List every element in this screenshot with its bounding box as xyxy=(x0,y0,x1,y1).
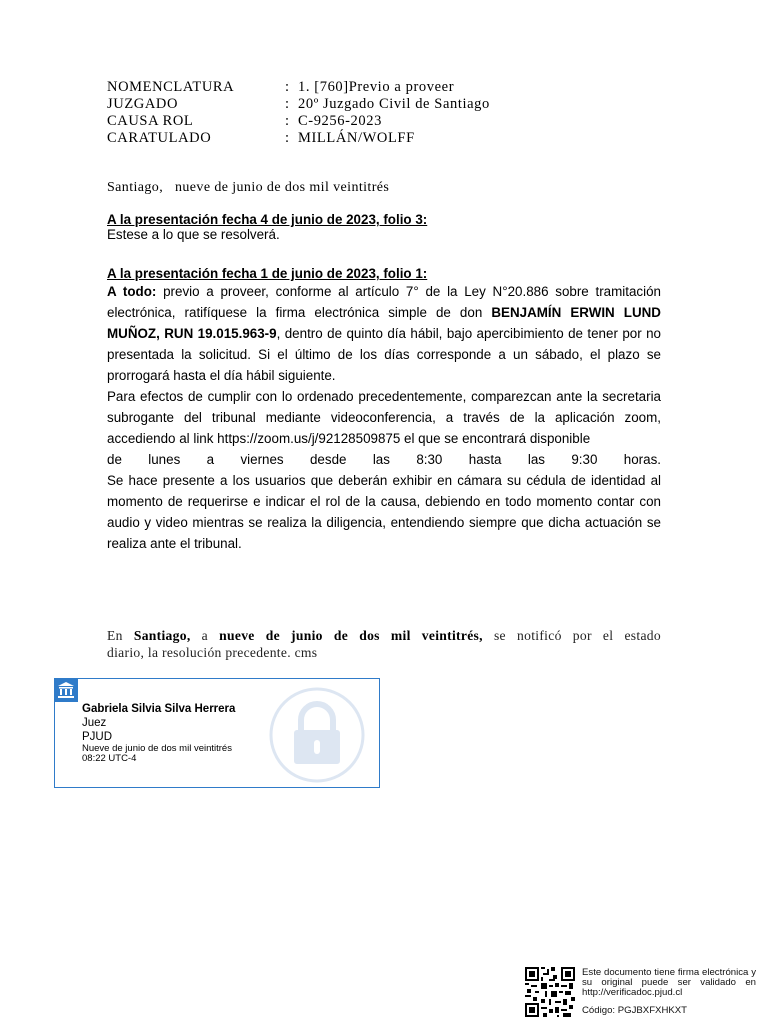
header-row-juzgado xyxy=(107,96,490,113)
bank-icon xyxy=(54,678,78,702)
signature-date: Nueve de junio de dos mil veintitrés xyxy=(82,743,232,754)
notif-a: a xyxy=(201,628,209,643)
header-row-caratulado xyxy=(107,130,490,147)
qr-code-icon xyxy=(525,967,575,1017)
header-separator: : xyxy=(285,113,290,129)
paragraph-text: previo a proveer, conforme al artículo 7° de la Ley N°20.886 sobre tramitación electrónica, ratifíquese la firma electrónica simple de don xyxy=(107,284,661,320)
signature-details xyxy=(82,702,235,764)
verification-notice xyxy=(582,968,756,998)
signature-time: 08:22 UTC-4 xyxy=(82,753,137,764)
paragraph-videoconference: Para efectos de cumplir con lo ordenado precedentemente, comparezcan ante la secretaria subrogante del tribunal mediante videoconferencia, a través de la aplicación zoom, accediendo al link https://zoom.us/j/92128509875 el que se encontrará disponible xyxy=(107,389,661,446)
header-value: MILLÁN/WOLFF xyxy=(298,130,415,146)
header-key: CARATULADO xyxy=(107,130,212,146)
signer-org: PJUD xyxy=(82,731,113,743)
header-key: CAUSA ROL xyxy=(107,113,194,129)
header-key: NOMENCLATURA xyxy=(107,79,235,95)
header-separator: : xyxy=(285,130,290,146)
header-value: C-9256-2023 xyxy=(298,113,382,129)
date-text: nueve de junio de dos mil veintitrés xyxy=(175,180,390,195)
date-place: Santiago, xyxy=(107,180,164,195)
header-separator: : xyxy=(285,79,290,95)
resolution-date-line xyxy=(107,180,389,196)
notif-rest: se notificó por el estado xyxy=(493,628,661,643)
section-heading: A la presentación fecha 4 de junio de 2023, folio 3: xyxy=(107,212,428,227)
paragraph-instructions: Se hace presente a los usuarios que deberán exhibir en cámara su cédula de identidad al momento de requerirse e indicar el rol de la causa, debiendo en todo momento contar con audio y video mientras se realiza la diligencia, entendiendo siempre que dicha actuación se realiza ante el tribunal. xyxy=(107,473,661,551)
notif-place: Santiago, xyxy=(133,628,191,643)
section-text: Estese a lo que se resolverá. xyxy=(107,227,280,242)
signer-name: BENJAMÍN ERWIN LUND MUÑOZ, RUN 19.015.963-9 xyxy=(107,305,661,341)
paragraph-text: , dentro de quinto día hábil, bajo apercibimiento de tener por no presentada la solicitud. Si el último de los días corresponde a un sábado, el plazo se prorrogará hasta el día hábil siguiente. xyxy=(107,326,661,383)
lock-icon xyxy=(268,686,366,784)
header-row-nomenclatura xyxy=(107,79,490,96)
paragraph-ratification xyxy=(107,281,661,386)
signer-full-name: Gabriela Silvia Silva Herrera xyxy=(82,703,236,715)
section-folio-3 xyxy=(107,212,661,242)
notification-line-2: diario, la resolución precedente. cms xyxy=(107,645,318,660)
header-separator: : xyxy=(285,96,290,112)
notification-line xyxy=(107,626,661,645)
case-header xyxy=(107,79,490,147)
lead-label: A todo: xyxy=(107,284,157,299)
signer-role: Juez xyxy=(82,717,107,729)
header-row-causa-rol xyxy=(107,113,490,130)
header-value: 20º Juzgado Civil de Santiago xyxy=(298,96,490,112)
verification-code: Código: PGJBXFXHKXT xyxy=(582,1005,688,1016)
section-heading: A la presentación fecha 1 de junio de 2023, folio 1: xyxy=(107,266,428,281)
notif-date: nueve de junio de dos mil veintitrés, xyxy=(219,628,483,643)
header-value: 1. [760]Previo a proveer xyxy=(298,79,455,95)
notif-en: En xyxy=(107,628,123,643)
paragraph-schedule-line: de lunes a viernes desde las 8:30 hasta las 9:30 horas. xyxy=(107,452,661,467)
section-folio-1 xyxy=(107,267,661,554)
header-key: JUZGADO xyxy=(107,96,179,112)
verification-text: Este documento tiene firma electrónica y su original puede ser validado en http://verificadoc.pjud.cl xyxy=(582,967,756,998)
